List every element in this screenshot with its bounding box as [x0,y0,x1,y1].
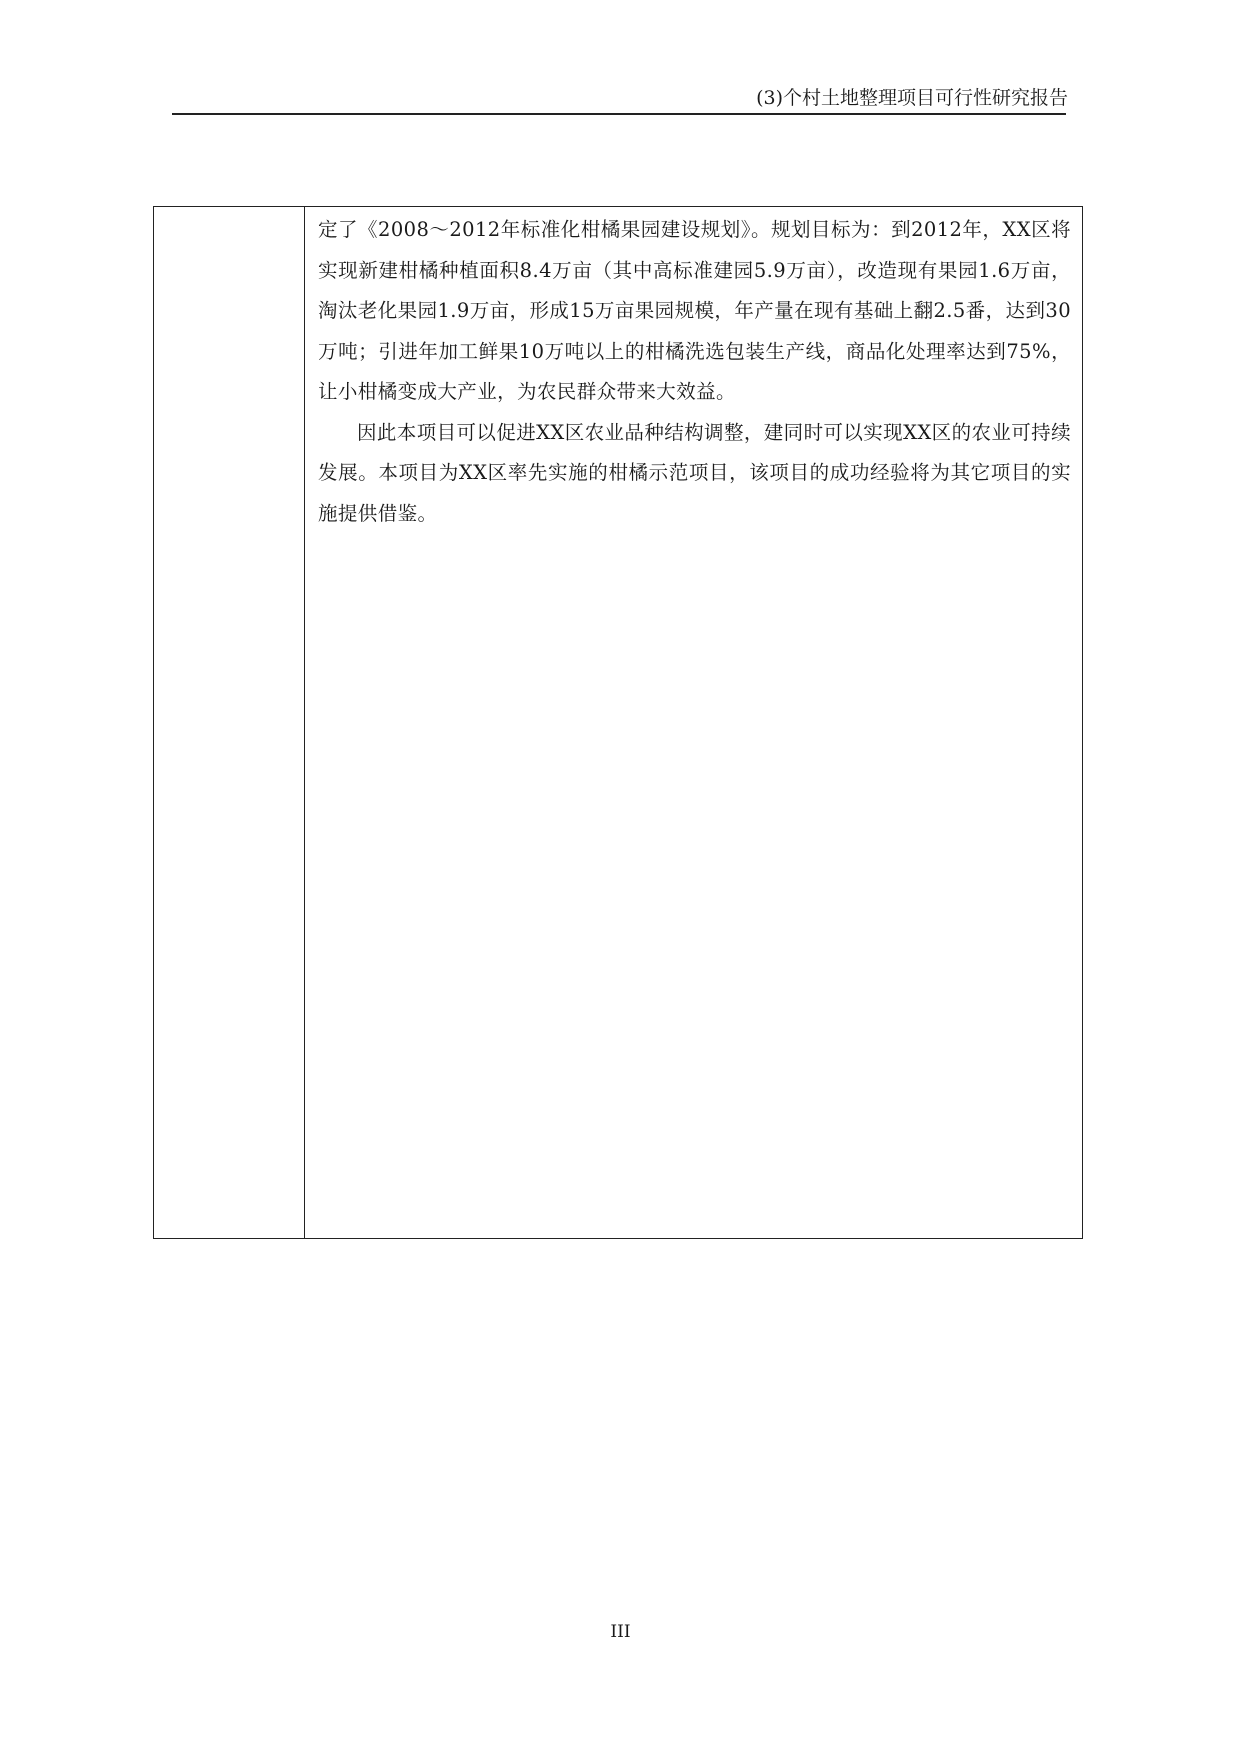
content-table [153,206,1083,1239]
table-label-cell [154,207,305,1238]
body-paragraph: 定了《2008～2012年标准化柑橘果园建设规划》。规划目标为：到2012年，XX区将实现新建柑橘种植面积8.4万亩（其中高标准建园5.9万亩），改造现有果园1.6万亩， 淘汰老化果园1.9万亩，形成15万亩果园规模，年产量在现有基础上翻2.5番，达到30万吨；引进年加工鲜果10万吨以上的柑橘洗选包装生产线，商品化处理率达到75%，让小柑橘变成大产业，为农民群众带来大效益。 [318,218,1071,403]
table-content-cell [305,207,1082,1238]
page-header-title: (3)个村土地整理项目可行性研究报告 [756,87,1068,109]
page-number: III [610,1622,631,1642]
body-paragraph: 因此本项目可以促进XX区农业品种结构调整，建同时可以实现XX区的农业可持续发展。本项目为XX区率先实施的柑橘示范项目，该项目的成功经验将为其它项目的实施提供借鉴。 [318,420,1071,525]
header-divider [172,113,1066,115]
